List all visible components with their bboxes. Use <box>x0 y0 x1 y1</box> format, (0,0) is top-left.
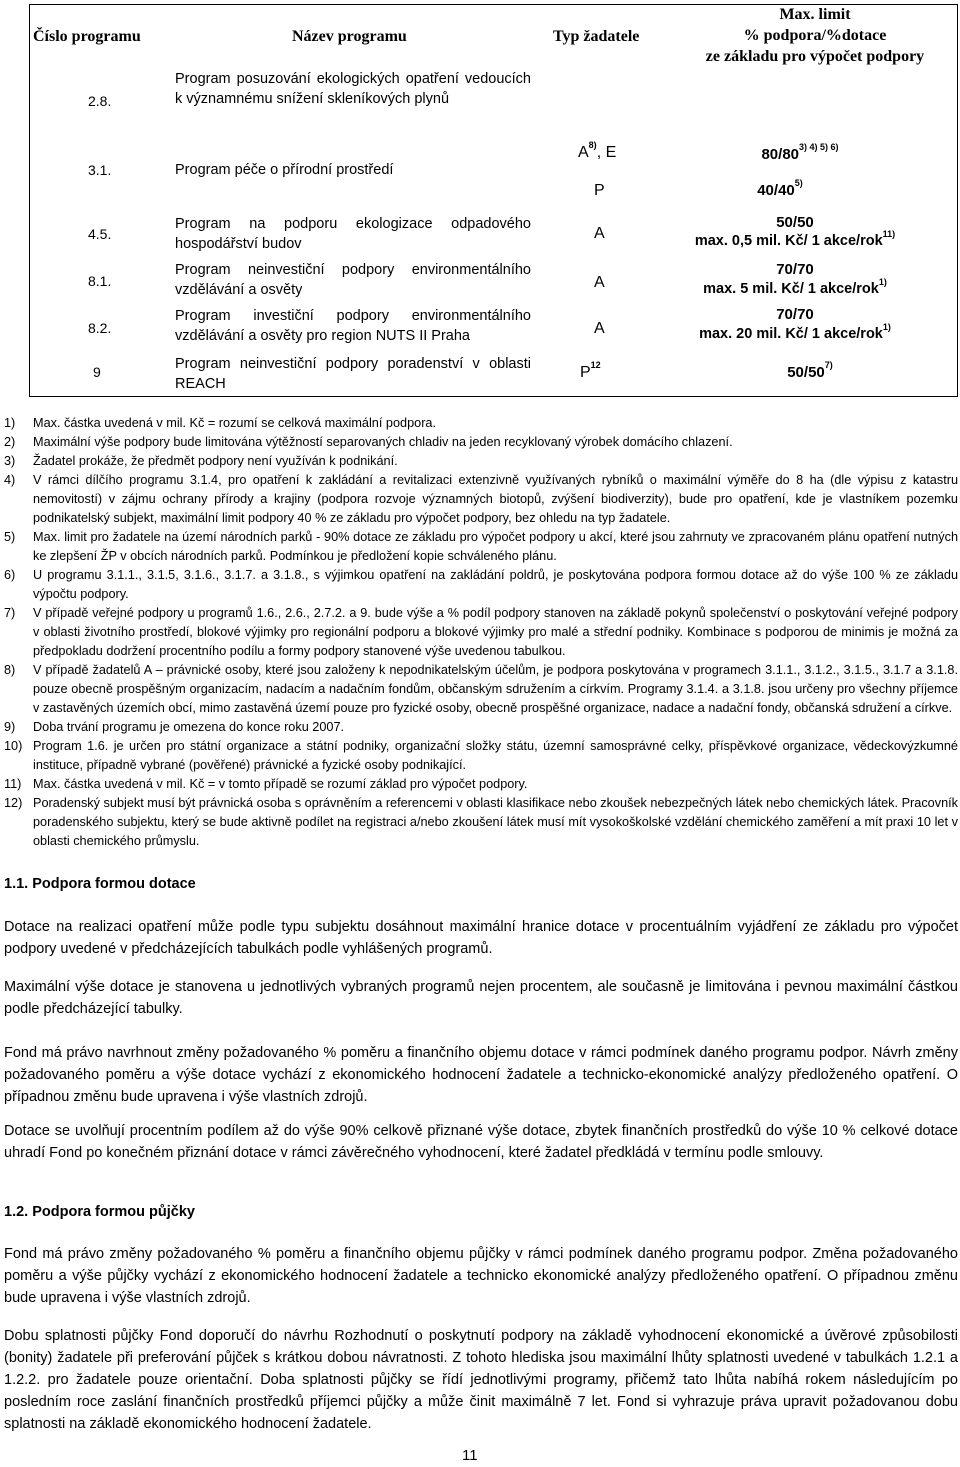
footnote: 12) Poradenský subjekt musí být právnická osoba s oprávněním a referencemi v oblasti klasifikace nebo zkoušek nebezpečných látek nebo chemických látek. Pracovník poradenského subjektu, který se bude aktivně podílet na registraci a/nebo zkoušení látek musí mít vysokoškolské vzdělání chemického zaměření a mít praxi 10 let v oblasti chemického průmyslu. <box>4 796 958 848</box>
applicant-type: $P^{12}$ <box>580 360 601 381</box>
applicant-type: A <box>594 320 605 337</box>
applicant-type: A <box>594 225 605 242</box>
paragraph: Maximální výše dotace je stanovena u jednotlivých vybraných programů nejen procentem, ale současně je limitována i pevnou maximální částkou podle předcházející tabulky. <box>4 979 958 1017</box>
program-number: 3.1. <box>88 162 112 178</box>
page-number: 11 <box>462 1447 478 1464</box>
footnotes <box>0 414 958 851</box>
program-name: Program posuzování ekologických opatření vedoucích k významnému snížení skleníkových plynů <box>175 71 531 107</box>
program-number: 4.5. <box>88 226 112 242</box>
footnote: 11) Max. částka uvedená v mil. Kč = v tomto případě se rozumí základ pro výpočet podpory. <box>4 777 528 791</box>
footnote: 2) Maximální výše podpory bude limitována výtěžností separovaných chladiv na jeden recyklovaný výrobek domácího chlazení. <box>4 435 733 449</box>
header-program-name: Název programu <box>292 28 407 45</box>
program-name: Program investiční podpory environmentálního vzdělávání a osvěty pro region NUTS II Praha <box>175 308 531 344</box>
header-max-limit-3: ze základu pro výpočet podpory <box>705 48 925 65</box>
limit-max-amount: max. 5 mil. Kč/ 1 akce/rok$^{1)}$ <box>703 277 887 297</box>
program-number: 9 <box>93 364 101 380</box>
applicant-type: P <box>594 182 605 199</box>
header-program-number: Číslo programu <box>33 28 141 45</box>
program-number: 8.2. <box>88 320 112 336</box>
limit-value: 50/50 <box>776 214 814 231</box>
limit-max-amount: max. 20 mil. Kč/ 1 akce/rok$^{1)}$ <box>699 322 891 342</box>
program-name: Program na podporu ekologizace odpadového hospodářství budov <box>175 216 531 252</box>
program-name: Program neinvestiční podpory environmentálního vzdělávání a osvěty <box>175 262 531 298</box>
footnote: 7) V případě veřejné podpory u programů 1.6., 2.6., 2.7.2. a 9. bude výše a % podíl podpory stanoven na základě pokynů společenství o poskytování veřejné podpory v oblasti životního prostředí, blokové výjimky pro regionální podporu a blokové výjimky pro malé a střední podniky. Kombinace s podporou de minimis je možná za předpokladu dodržení procentního podílu a formy podpory stanovené výše uvedenou tabulkou. <box>4 606 958 658</box>
program-name: Program neinvestiční podpory poradenství v oblasti REACH <box>175 356 531 392</box>
section-heading: 1.1. Podpora formou dotace <box>4 876 196 892</box>
paragraph: Fond má právo navrhnout změny požadovaného % poměru a finančního objemu dotace v rámci podmínek daného programu podpor. Návrh změny požadovaného poměru a výše dotace vychází z ekonomického hodnocení žadatele a technicko-ekonomické analýzy předloženého opatření. O případnou změnu bude upravena i výše vlastních zdrojů. <box>4 1045 958 1105</box>
paragraph: Dobu splatnosti půjčky Fond doporučí do návrhu Rozhodnutí o poskytnutí podpory na základě vyhodnocení ekonomické a úvěrové způsobilosti (bonity) žadatele při preferování půjček s krátkou dobou návratnosti. Z tohoto hlediska jsou maximální lhůty splatnosti uvedené v tabulkách 1.2.1 a 1.2.2. pro žadatele pouze orientační. Doba splatnosti půjčky se řídí jednotlivými programy, přičemž tato lhůta nabíhá rokem následujícím po posledním roce zaslání finančních prostředků příjemci půjčky a může činit maximálně 7 let. Fond si vyhrazuje práva upravit požadovanou dobu splatnosti na základě ekonomického hodnocení žadatele. <box>4 1328 958 1432</box>
program-name: Program péče o přírodní prostředí <box>175 162 394 178</box>
footnote: 3) Žadatel prokáže, že předmět podpory není využíván k podnikání. <box>4 454 398 468</box>
limit-value: 40/40$^{5)}$ <box>757 178 803 199</box>
paragraph: Dotace na realizaci opatření může podle typu subjektu dosáhnout maximální hranice dotace v procentuálním vyjádření ze základu pro výpočet podpory uvedené v předcházejících tabulkách podle vyhlášených programů. <box>4 919 958 957</box>
footnote: 9) Doba trvání programu je omezena do konce roku 2007. <box>4 720 345 734</box>
footnote: 1) Max. částka uvedená v mil. Kč = rozumí se celková maximální podpora. <box>4 416 437 430</box>
program-number: 2.8. <box>88 93 112 109</box>
paragraph: Fond má právo změny požadovaného % poměru a finančního objemu půjčky v rámci podmínek daného programu podpor. Změna požadovaného poměru a výše půjčky vychází z ekonomického hodnocení žadatele a technicko ekonomické analýzy předloženého opatření. O případnou změnu bude upravena i výše vlastních zdrojů. <box>4 1246 958 1306</box>
paragraph: Dotace se uvolňují procentním podílem až do výše 90% celkově přiznané výše dotace, zbytek finančních prostředků do výše 10 % celkové dotace uhradí Fond po konečném přiznání dotace v rámci závěrečného vyhodnocení, které žadatel předkládá v termínu podle smlouvy. <box>4 1123 958 1161</box>
footnote: 6) U programu 3.1.1., 3.1.5, 3.1.6., 3.1.7. a 3.1.8., s výjimkou opatření na zakládání poldrů, je poskytována podpora formou dotace až do výše 100 % ze základu výpočtu podpory. <box>4 568 958 601</box>
limit-value: 70/70 <box>776 306 814 323</box>
footnote: 10) Program 1.6. je určen pro státní organizace a státní podniky, organizační složky státu, územní samosprávné celky, příspěvkové organizace, vědeckovýzkumné instituce, případně vybrané (pověřené) právnické a fyzické osoby podnikající. <box>4 739 958 772</box>
limit-value: 50/50$^{7)}$ <box>787 360 833 381</box>
limit-max-amount: max. 0,5 mil. Kč/ 1 akce/rok$^{11)}$ <box>694 229 896 249</box>
footnote: 4) V rámci dílčího programu 3.1.4, pro opatření k zakládání a revitalizaci extenzivně využívaných rybníků o maximální výměře do 8 ha (dle výpisu z katastru nemovitostí) v zájmu ochrany přírody a krajiny (podpora rozvoje významných biotopů, zvýšení biodiverzity), bude pro opatření, kde je vlastníkem pozemku podnikatelský subjekt, maximální limit podpory 40 % ze základu pro výpočet podpory, bez ohledu na typ žadatele. <box>4 473 958 525</box>
applicant-type: A <box>594 274 605 291</box>
limit-value: $80/80^{3) 4) 5) 6)}$ <box>761 142 839 163</box>
footnote: 5) Max. limit pro žadatele na území národních parků - 90% dotace ze základu pro výpočet podpory u akcí, které jsou zahrnuty ve zpracovaném plánu opatření nutných ke zlepšení ŽP v obcích národních parků. Podmínkou je předložení kopie schváleného plánu. <box>4 530 958 563</box>
header-applicant-type: Typ žadatele <box>553 28 640 45</box>
applicant-type: $A^{8)}$, E <box>578 140 617 161</box>
header-max-limit-1: Max. limit <box>779 6 851 23</box>
limit-value: 70/70 <box>776 261 814 278</box>
header-max-limit-2: % podpora/%dotace <box>743 27 887 44</box>
footnote: 8) V případě žadatelů A – právnické osoby, které jsou založeny k nepodnikatelským účelům, je podpora poskytována v programech 3.1.1., 3.1.2., 3.1.5., 3.1.7 a 3.1.8. pouze obecně prospěšným organizacím, nadacím a nadačním fondům, občanským sdružením a církvím. Programy 3.1.4. a 3.1.8. jsou určeny pro všechny příjemce v zastavěných územích obcí, mimo zastavěná území pouze pro fyzické osoby, obecně prospěšné organizace, nadace a nadační fondy, občanská sdružení a církve. <box>4 663 958 715</box>
section-heading: 1.2. Podpora formou půjčky <box>4 1204 195 1220</box>
program-number: 8.1. <box>88 273 112 289</box>
